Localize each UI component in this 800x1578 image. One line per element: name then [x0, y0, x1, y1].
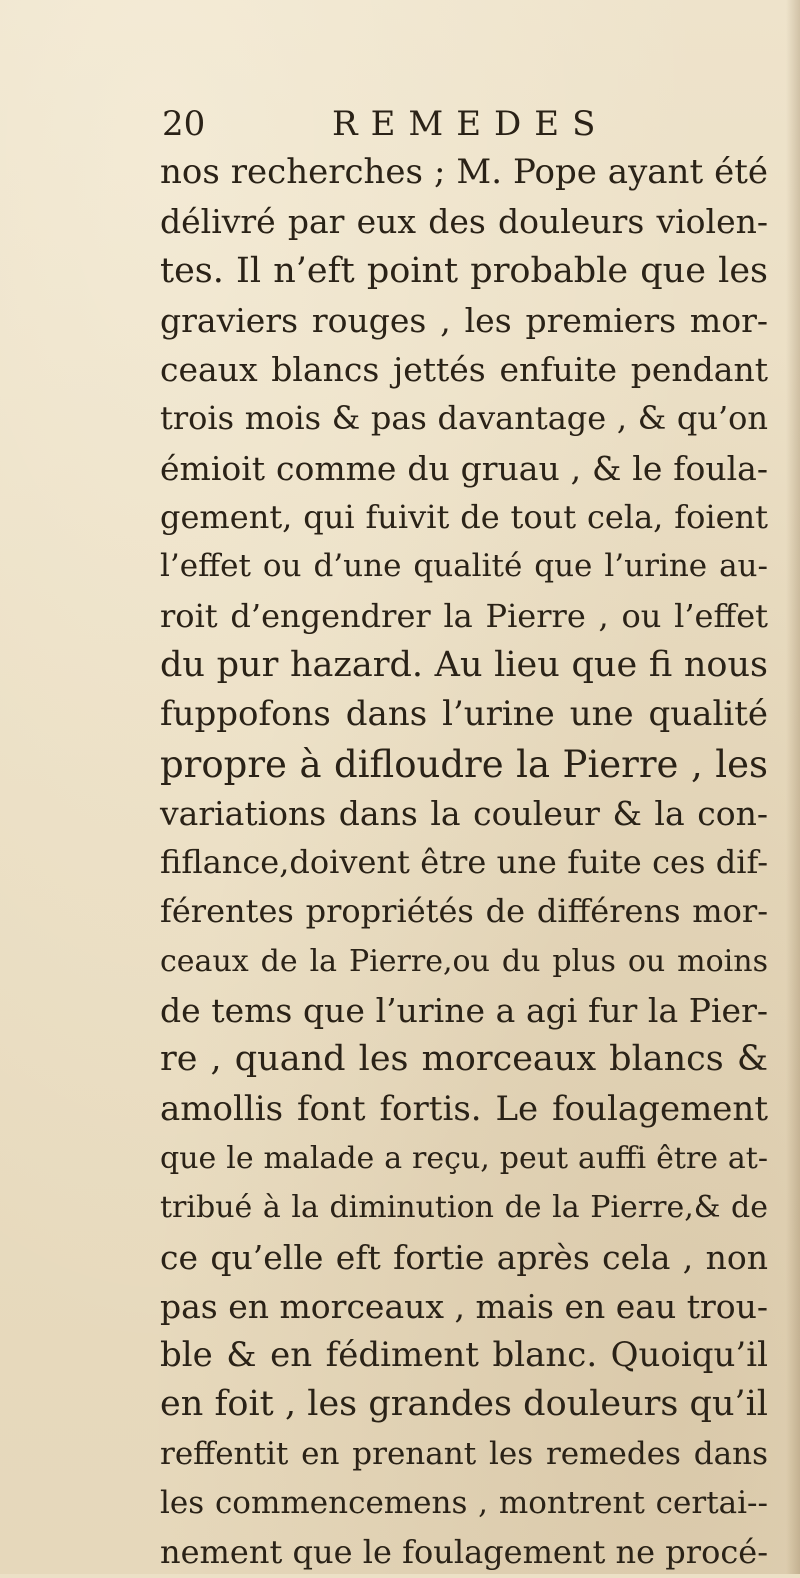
text-line: ceaux de la Pierre,ou du plus ou moins [160, 943, 768, 979]
text-line: re , quand les morceaux blancs & [160, 1039, 768, 1080]
text-line: fuppofons dans l’urine une qualité [160, 694, 768, 735]
page-header [162, 102, 762, 146]
text-line: l’effet ou d’une qualité que l’urine au- [160, 548, 768, 585]
text-line: les commencemens , montrent certai-- [160, 1485, 768, 1522]
text-line: reffentit en prenant les remedes dans [160, 1435, 768, 1472]
text-line: émioit comme du gruau , & le foula- [160, 448, 768, 488]
text-line: tes. Il n’eft point probable que les [160, 250, 768, 291]
text-line: en foit , les grandes douleurs qu’il [160, 1384, 768, 1425]
text-line: ble & en fédiment blanc. Quoiqu’il [160, 1335, 768, 1376]
text-line: propre à difloudre la Pierre , les [160, 742, 768, 786]
text-line: trois mois & pas davantage , & qu’on [160, 399, 768, 438]
running-title: REMEDES [332, 104, 609, 144]
text-line: graviers rouges , les premiers mor- [160, 300, 768, 340]
text-line: nement que le foulagement ne procé- [160, 1533, 768, 1572]
text-line: du pur hazard. Au lieu que fi nous [160, 644, 768, 685]
text-line: amollis font fortis. Le foulagement [160, 1088, 768, 1129]
text-line: ceaux blancs jettés enfuite pendant [160, 350, 768, 390]
text-line: roit d’engendrer la Pierre , ou l’effet [160, 596, 768, 635]
text-line: ce qu’elle eft fortie après cela , non [160, 1237, 768, 1277]
body-text [160, 148, 768, 1578]
text-line: gement, qui fuivit de tout cela, foient [160, 498, 768, 537]
text-line: fiflance,doivent être une fuite ces dif- [160, 843, 768, 882]
text-line: tribué à la diminution de la Pierre,& de [160, 1190, 768, 1226]
text-line: délivré par eux des douleurs violen- [160, 202, 768, 242]
text-line: de tems que l’urine a agi fur la Pier- [160, 991, 768, 1031]
text-line: férentes propriétés de différens mor- [160, 892, 768, 931]
text-line: que le malade a reçu, peut auffi être at- [160, 1140, 768, 1176]
page-number: 20 [162, 104, 206, 144]
text-line: pas en morceaux , mais en eau trou- [160, 1286, 768, 1326]
page-edge-shadow [786, 0, 800, 1574]
text-line: variations dans la couleur & la con- [160, 793, 768, 833]
text-line: nos recherches ; M. Pope ayant été [160, 152, 768, 192]
